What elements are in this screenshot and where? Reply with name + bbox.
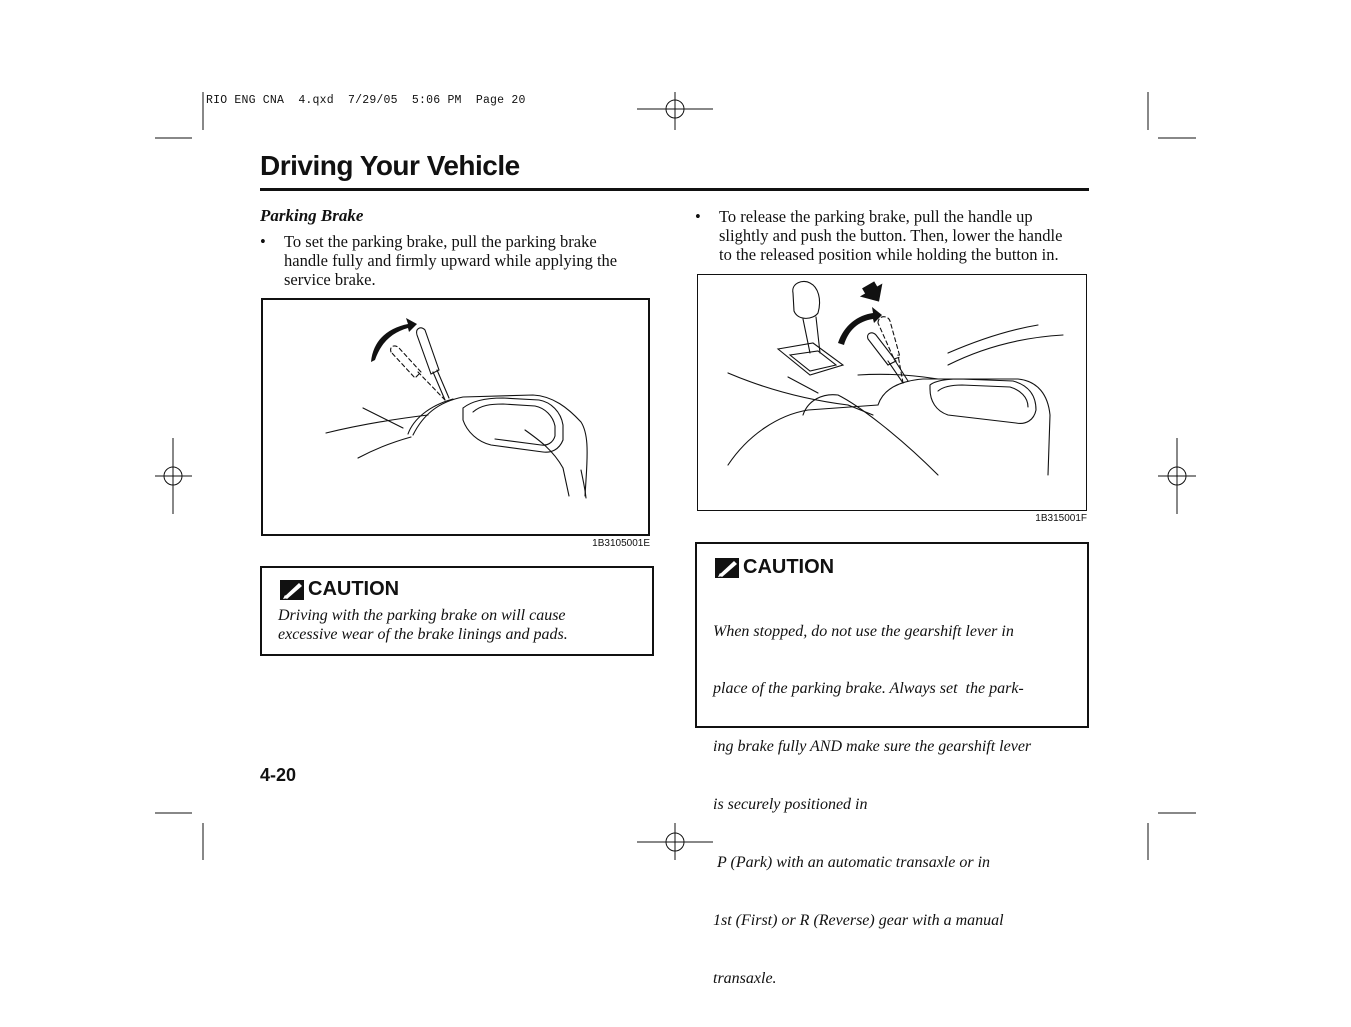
- caution-box-right: [695, 542, 1089, 987]
- caution-pencil-icon: [715, 558, 739, 578]
- registration-target-left: [155, 438, 192, 514]
- text-line: slightly and push the button. Then, lower the handle: [719, 226, 1063, 246]
- text-line: to the released position while holding the button in.: [719, 245, 1059, 265]
- parking-brake-set-illustration: [263, 300, 648, 534]
- text-line: handle fully and firmly upward while applying the: [284, 251, 618, 271]
- caution-label: CAUTION: [308, 578, 400, 600]
- caution-heading: [280, 578, 399, 601]
- print-slug-line: RIO ENG CNA 4.qxd 7/29/05 5:06 PM Page 20: [206, 94, 526, 107]
- bullet-symbol: •: [695, 207, 701, 226]
- caution-text-line: P (Park) with an automatic transaxle or in: [713, 854, 991, 872]
- figure-parking-brake-set: [261, 298, 650, 536]
- caution-heading: [715, 556, 834, 579]
- bullet-symbol: •: [260, 232, 266, 251]
- caution-text-line: transaxle.: [713, 969, 777, 987]
- figure-code-left: 1B3105001E: [592, 538, 650, 549]
- registration-target-right: [1158, 438, 1196, 514]
- caution-text-line: place of the parking brake. Always set the park-: [713, 680, 1024, 698]
- text-line: service brake.: [284, 270, 376, 290]
- caution-text-line: ing brake fully AND make sure the gearshift lever: [713, 738, 1032, 756]
- caution-text-line: 1st (First) or R (Reverse) gear with a manual: [713, 912, 1004, 930]
- caution-pencil-icon: [280, 580, 304, 600]
- bullet-set-brake: [260, 232, 660, 292]
- caution-box-left: [260, 566, 654, 656]
- page-title: Driving Your Vehicle: [260, 150, 520, 181]
- caution-text-line: Driving with the parking brake on will cause: [278, 607, 566, 624]
- title-rule: [260, 188, 1089, 191]
- caution-text-line: excessive wear of the brake linings and pads.: [278, 626, 568, 644]
- page-number: 4-20: [260, 765, 297, 785]
- caution-label: CAUTION: [743, 556, 835, 578]
- registration-target-top: [637, 92, 713, 130]
- text-line: To release the parking brake, pull the handle up: [719, 207, 1033, 226]
- registration-target-bottom: [637, 823, 713, 860]
- figure-code-right: 1B315001F: [1035, 513, 1087, 524]
- parking-brake-release-illustration: [698, 275, 1085, 509]
- bullet-release-brake: [695, 207, 1095, 267]
- figure-parking-brake-release: [697, 274, 1087, 511]
- text-line: To set the parking brake, pull the parking brake: [284, 232, 597, 251]
- section-heading: Parking Brake: [260, 206, 364, 225]
- caution-text-line: When stopped, do not use the gearshift lever in: [713, 622, 1014, 640]
- caution-text-line: is securely positioned in: [713, 796, 868, 814]
